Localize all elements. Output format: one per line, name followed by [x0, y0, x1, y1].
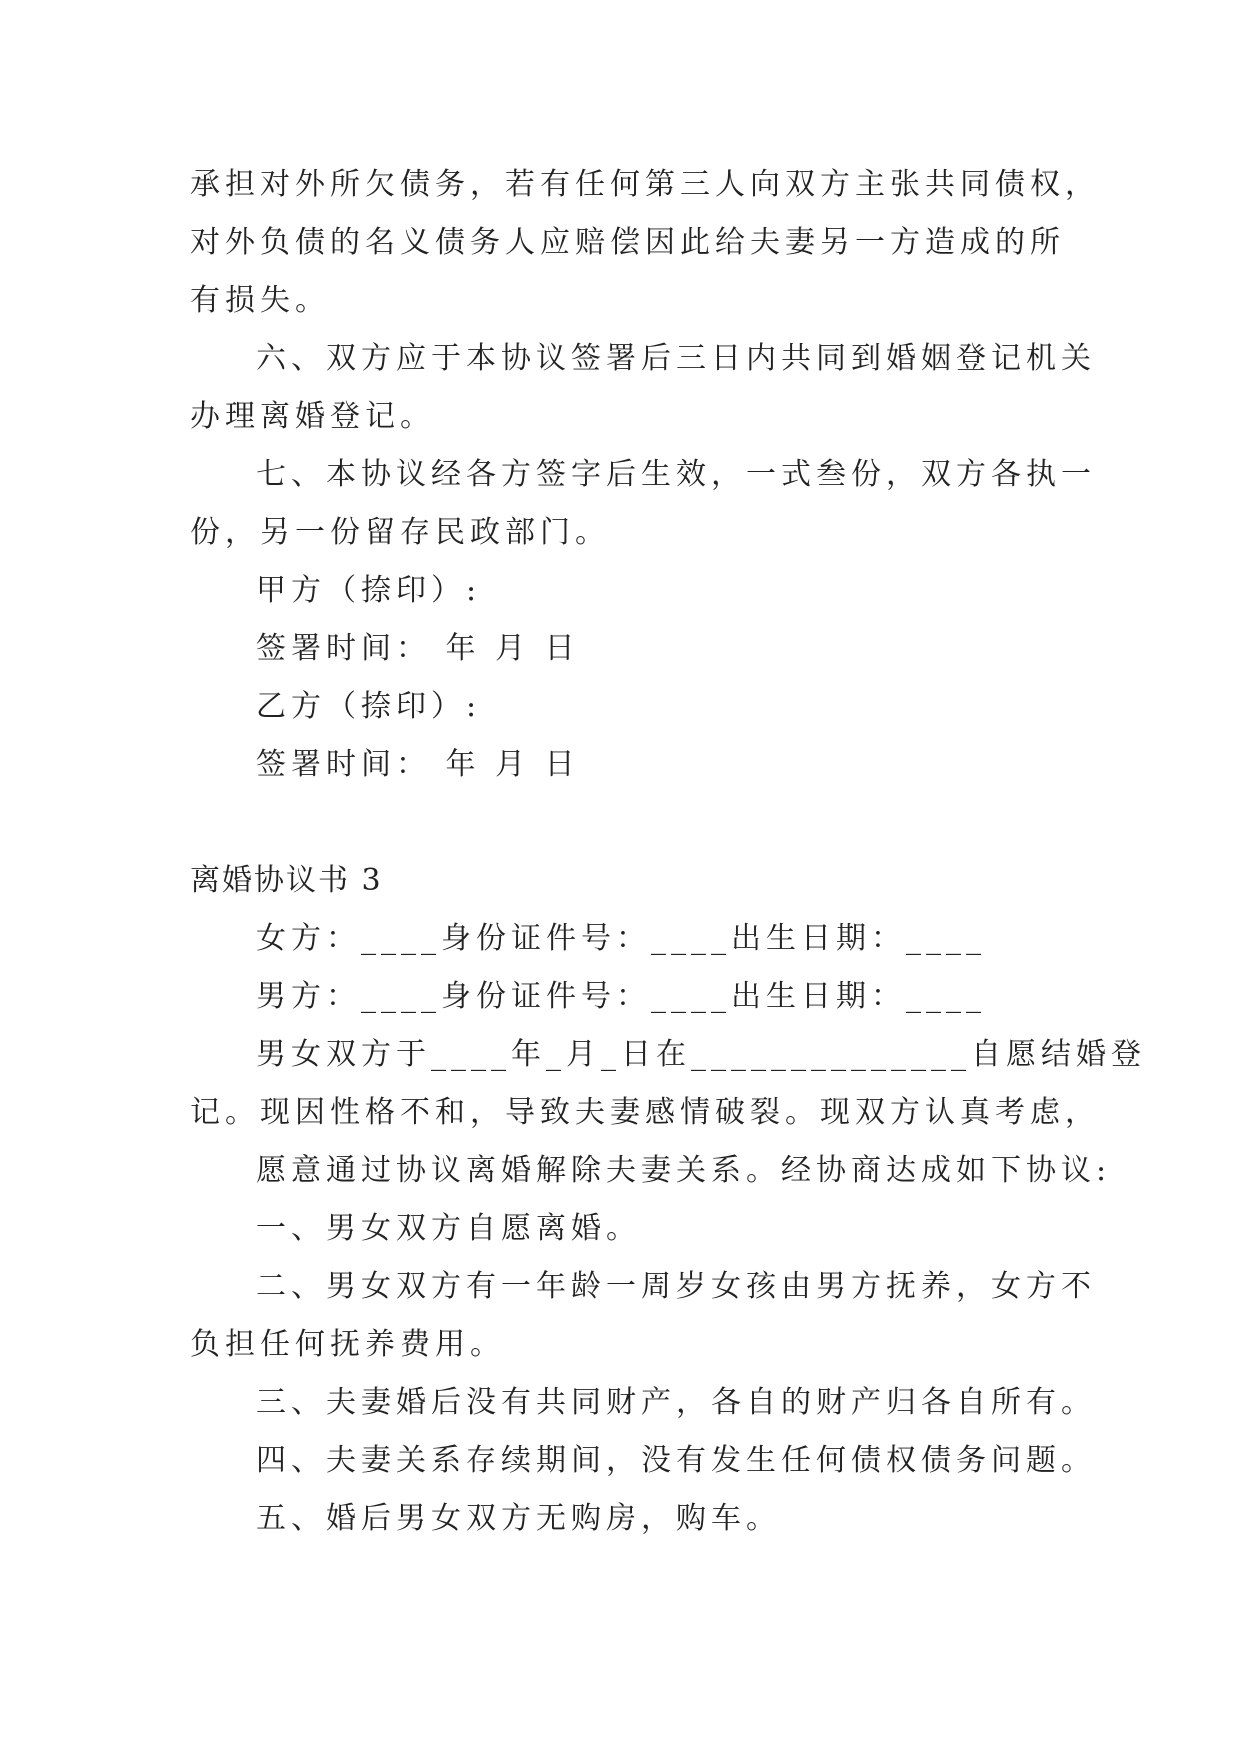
paragraph-line: 办理离婚登记。 [190, 399, 435, 434]
clause-seven: 七、本协议经各方签字后生效，一式叁份，双方各执一 [256, 457, 1096, 492]
clause-four: 四、夫妻关系存续期间，没有发生任何债权债务问题。 [256, 1443, 1096, 1478]
marriage-registration-line: 男女双方于____年_月_日在______________自愿结婚登 [256, 1037, 1146, 1072]
clause-two: 二、男女双方有一年龄一周岁女孩由男方抚养，女方不 [256, 1269, 1096, 1304]
party-b-signature: 乙方（捺印）: [256, 689, 482, 724]
party-b-sign-date: 签署时间： 年 月 日 [256, 747, 580, 782]
clause-one: 一、男女双方自愿离婚。 [256, 1211, 641, 1246]
paragraph-line: 份，另一份留存民政部门。 [190, 515, 610, 550]
paragraph-line: 有损失。 [190, 283, 330, 318]
agreement-intro: 愿意通过协议离婚解除夫妻关系。经协商达成如下协议: [256, 1153, 1112, 1188]
paragraph-line: 记。现因性格不和，导致夫妻感情破裂。现双方认真考虑， [190, 1095, 1100, 1130]
clause-three: 三、夫妻婚后没有共同财产，各自的财产归各自所有。 [256, 1385, 1096, 1420]
male-party-line: 男方：____身份证件号：____出生日期：____ [256, 979, 986, 1014]
clause-six: 六、双方应于本协议签署后三日内共同到婚姻登记机关 [256, 341, 1096, 376]
clause-five: 五、婚后男女双方无购房，购车。 [256, 1501, 781, 1536]
section-title: 离婚协议书 3 [190, 863, 383, 898]
female-party-line: 女方：____身份证件号：____出生日期：____ [256, 921, 986, 956]
paragraph-line: 负担任何抚养费用。 [190, 1327, 505, 1362]
paragraph-line: 承担对外所欠债务，若有任何第三人向双方主张共同债权， [190, 167, 1100, 202]
paragraph-line: 对外负债的名义债务人应赔偿因此给夫妻另一方造成的所 [190, 225, 1065, 260]
party-a-signature: 甲方（捺印）: [256, 573, 482, 608]
party-a-sign-date: 签署时间： 年 月 日 [256, 631, 580, 666]
